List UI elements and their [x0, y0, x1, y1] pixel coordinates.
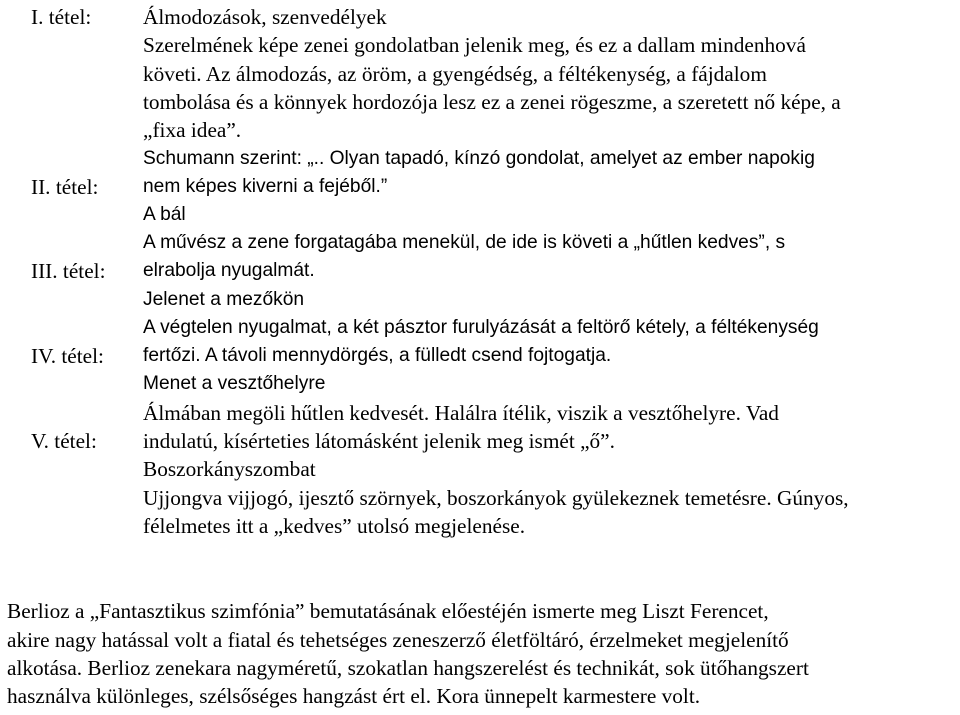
movement-label-3: III. tétel:	[31, 259, 106, 283]
movement-text-line: fertőzi. A távoli mennydörgés, a fülledt csend fojtogatja.	[143, 345, 612, 366]
movement-title-3: Jelenet a mezőkön	[143, 289, 305, 310]
movement-title-5: Boszorkányszombat	[143, 457, 316, 481]
movement-text-line: félelmetes itt a „kedves” utolsó megjelenése.	[143, 514, 526, 538]
schumann-quote-line: nem képes kiverni a fejéből.”	[143, 176, 388, 197]
movement-text-line: „fixa idea”.	[143, 118, 242, 142]
movement-label-1: I. tétel:	[31, 5, 92, 29]
movement-text-line: elrabolja nyugalmát.	[143, 260, 315, 281]
movement-title-2: A bál	[143, 204, 186, 225]
movement-title-1: Álmodozások, szenvedélyek	[143, 5, 387, 29]
paragraph-line: alkotása. Berlioz zenekara nagyméretű, szokatlan hangszerelést és technikát, sok ütőhangszert	[7, 656, 809, 680]
movement-text-line: Szerelmének képe zenei gondolatban jelenik meg, és ez a dallam mindenhová	[143, 33, 806, 57]
movement-text-line: A művész a zene forgatagába menekül, de ide is követi a „hűtlen kedves”, s	[143, 232, 786, 253]
movement-text-line: Ujjongva vijjogó, ijesztő szörnyek, boszorkányok gyülekeznek temetésre. Gúnyos,	[143, 486, 849, 510]
movement-text-line: A végtelen nyugalmat, a két pásztor furulyázását a feltörő kétely, a féltékenység	[143, 317, 819, 338]
paragraph-line: Berlioz a „Fantasztikus szimfónia” bemutatásának előestéjén ismerte meg Liszt Ferencet,	[7, 599, 769, 623]
movement-text-line: tombolása és a könnyek hordozója lesz ez a zenei rögeszme, a szeretett nő képe, a	[143, 90, 841, 114]
movement-label-2: II. tétel:	[31, 175, 99, 199]
movement-text-line: indulatú, kísérteties látomásként jelenik meg ismét „ő”.	[143, 429, 615, 453]
movement-label-5: V. tétel:	[31, 429, 97, 453]
paragraph-line: akire nagy hatással volt a fiatal és tehetséges zeneszerző életföltáró, érzelmeket megjelenítő	[7, 628, 789, 652]
movement-title-4: Menet a vesztőhelyre	[143, 373, 326, 394]
movement-text-line: követi. Az álmodozás, az öröm, a gyengédség, a féltékenység, a fájdalom	[143, 62, 767, 86]
movement-text-line: Álmában megöli hűtlen kedvesét. Halálra ítélik, viszik a vesztőhelyre. Vad	[143, 401, 779, 425]
paragraph-line: használva különleges, szélsőséges hangzást ért el. Kora ünnepelt karmestere volt.	[7, 684, 701, 708]
movement-label-4: IV. tétel:	[31, 344, 104, 368]
schumann-quote-line: Schumann szerint: „.. Olyan tapadó, kínzó gondolat, amelyet az ember napokig	[143, 148, 815, 169]
